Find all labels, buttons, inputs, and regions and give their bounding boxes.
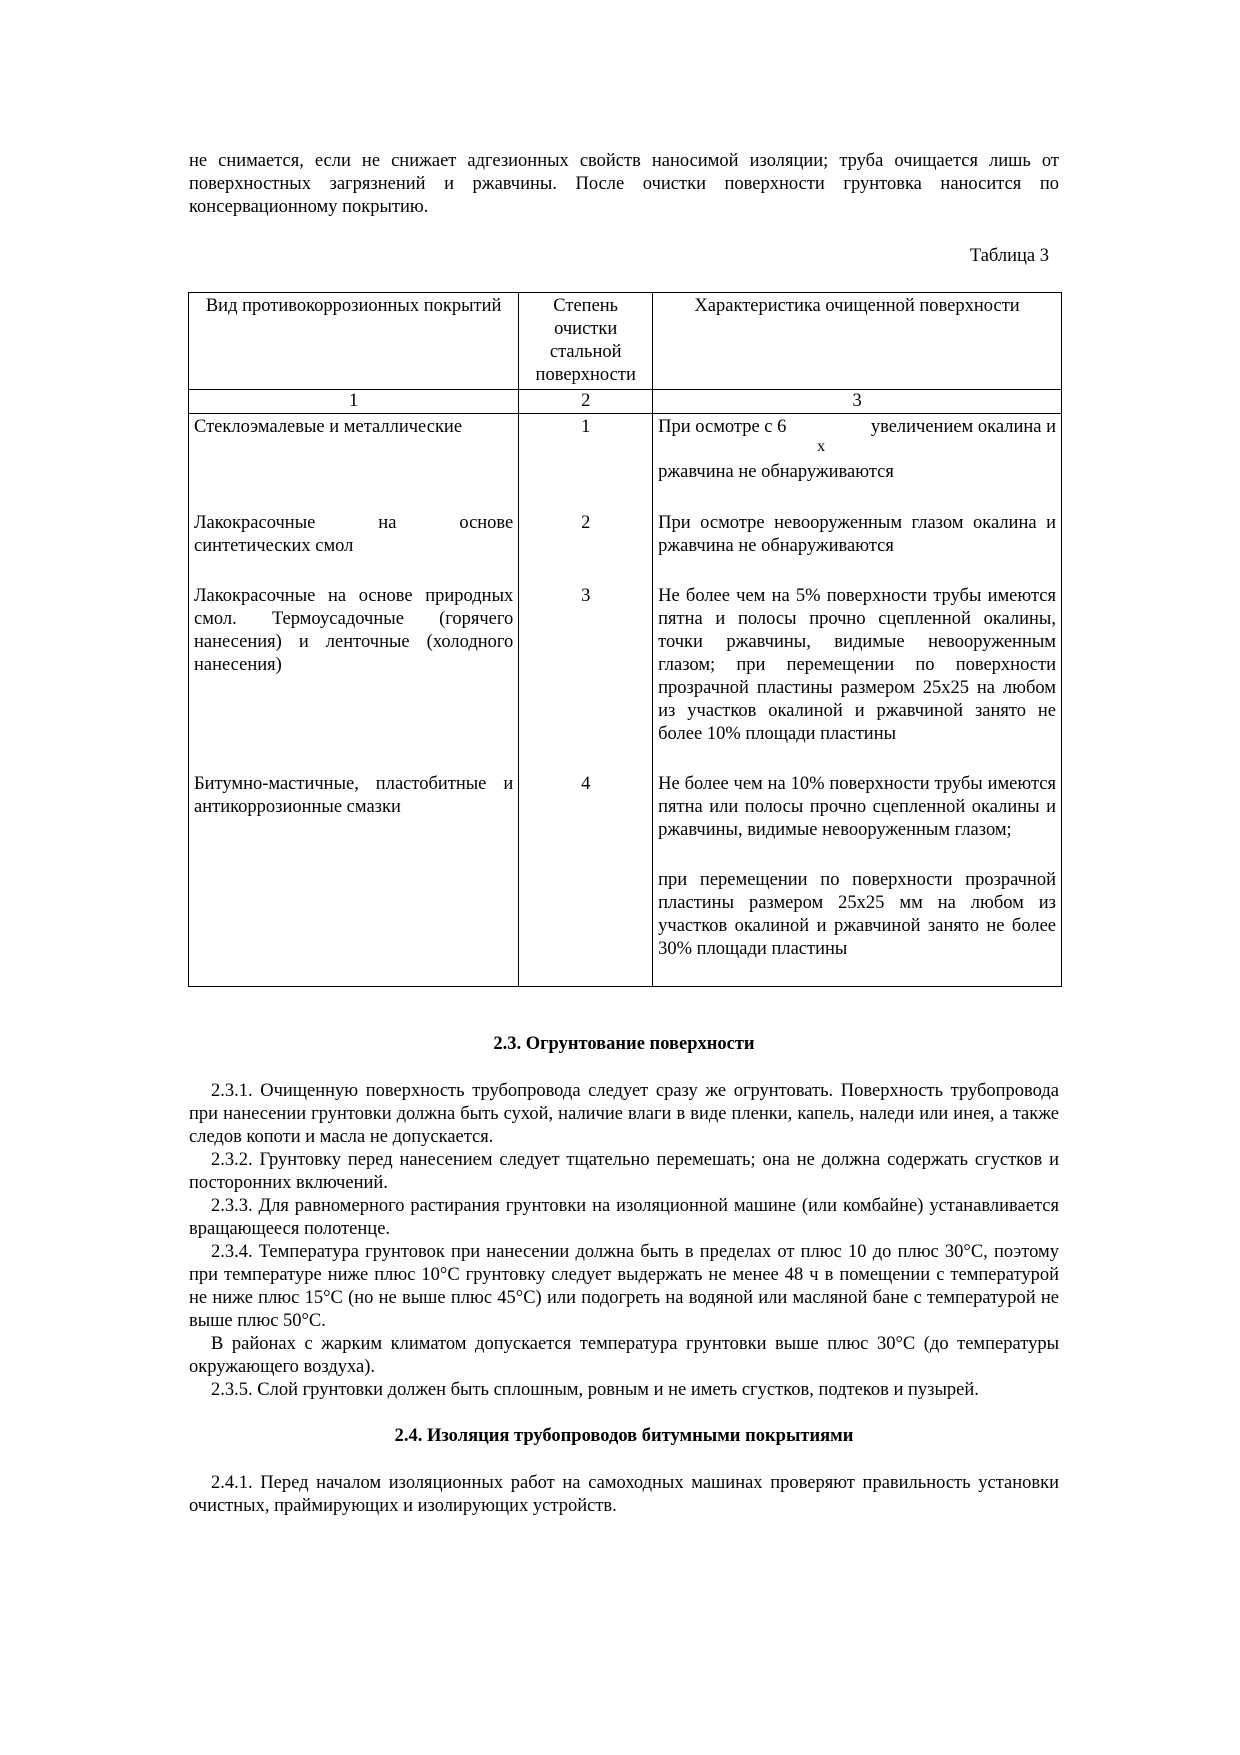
paragraph: 2.3.2. Грунтовку перед нанесением следует тщательно перемешать; она не должна содержать сгустков и посторонних включений. (189, 1150, 1059, 1193)
table-header-type: Вид противокоррозионных покрытий (189, 293, 519, 390)
section-heading-2-3: 2.3. Огрунтование поверхности (493, 1034, 755, 1054)
paragraph: 2.3.5. Слой грунтовки должен быть сплошным, ровным и не иметь сгустков, подтеков и пузырей. (211, 1380, 979, 1400)
column-number: 2 (519, 390, 653, 414)
paragraph: 2.4.1. Перед началом изоляционных работ на самоходных машинах проверяют правильность установки очистных, праймирующих и изолирующих устройств. (189, 1473, 1059, 1516)
table-caption: Таблица 3 (969, 246, 1049, 266)
column-number: 3 (653, 390, 1062, 414)
document-page (189, 150, 1059, 1518)
cleaning-degree: 4 (519, 771, 653, 867)
column-number: 1 (189, 390, 519, 414)
magnification-subscript: х (817, 438, 826, 455)
table-row (189, 867, 1062, 987)
surface-characteristic: Не более чем на 5% поверхности трубы имеются пятна и полосы прочно сцепленной окалины, точки ржавчины, видимые невооруженным глазом; при перемещении по поверхности прозрачной пластины размером 25х25 на любом из участков окалиной и ржавчиной занято не более 10% площади пластины (653, 583, 1062, 771)
cleaning-degree-table (188, 292, 1062, 987)
surface-characteristic: при перемещении по поверхности прозрачной пластины размером 25х25 мм на любом из участков окалиной и ржавчиной занято не более 30% площади пластины (653, 867, 1062, 987)
surface-characteristic (653, 414, 1062, 511)
cleaning-degree: 3 (519, 583, 653, 771)
cleaning-degree: 1 (519, 414, 653, 511)
table-row (189, 414, 1062, 511)
cleaning-degree (519, 867, 653, 987)
paragraph: В районах с жарким климатом допускается температура грунтовки выше плюс 30°С (до температуры окружающего воздуха). (189, 1334, 1059, 1377)
coating-type (189, 867, 519, 987)
table-header-degree: Степень очистки стальной поверхности (519, 293, 653, 390)
surface-characteristic: При осмотре невооруженным глазом окалина и ржавчина не обнаруживаются (653, 510, 1062, 583)
cleaning-degree: 2 (519, 510, 653, 583)
characteristic-text: При осмотре с 6 (658, 417, 787, 437)
table-row (189, 510, 1062, 583)
paragraph: 2.3.1. Очищенную поверхность трубопровода следует сразу же огрунтовать. Поверхность трубопровода при нанесении грунтовки должна быть сухой, наличие влаги в виде пленки, капель, наледи или инея, а также следов копоти и масла не допускается. (189, 1081, 1059, 1147)
characteristic-text: ржавчина не обнаруживаются (658, 462, 894, 482)
coating-type: Лакокрасочные на основе синтетических смол (189, 510, 519, 583)
intro-paragraph: не снимается, если не снижает адгезионных свойств наносимой изоляции; труба очищается лишь от поверхностных загрязнений и ржавчины. После очистки поверхности грунтовка наносится по консервационному покрытию. (189, 151, 1059, 217)
table-header-row (189, 293, 1062, 390)
coating-type: Битумно-мастичные, пластобитные и антикоррозионные смазки (189, 771, 519, 867)
table-header-characteristic: Характеристика очищенной поверхности (653, 293, 1062, 390)
surface-characteristic: Не более чем на 10% поверхности трубы имеются пятна или полосы прочно сцепленной окалины и ржавчины, видимые невооруженным глазом; (653, 771, 1062, 867)
paragraph: 2.3.4. Температура грунтовок при нанесении должна быть в пределах от плюс 10 до плюс 30°С, поэтому при температуре ниже плюс 10°С грунтовку следует выдержать не менее 48 ч в помещении с температурой не ниже плюс 15°С (но не выше плюс 45°С) или подогреть на водяной или масляной бане с температурой не выше плюс 50°С. (189, 1242, 1059, 1331)
table-row (189, 771, 1062, 867)
paragraph: 2.3.3. Для равномерного растирания грунтовки на изоляционной машине (или комбайне) устанавливается вращающееся полотенце. (189, 1196, 1059, 1239)
coating-type: Лакокрасочные на основе природных смол. Термоусадочные (горячего нанесения) и ленточные (холодного нанесения) (189, 583, 519, 771)
coating-type: Стеклоэмалевые и металлические (189, 414, 519, 511)
table-row (189, 583, 1062, 771)
table-column-numbers (189, 390, 1062, 414)
section-heading-2-4: 2.4. Изоляция трубопроводов битумными покрытиями (394, 1426, 854, 1446)
characteristic-text: увеличением окалина и (870, 417, 1056, 437)
